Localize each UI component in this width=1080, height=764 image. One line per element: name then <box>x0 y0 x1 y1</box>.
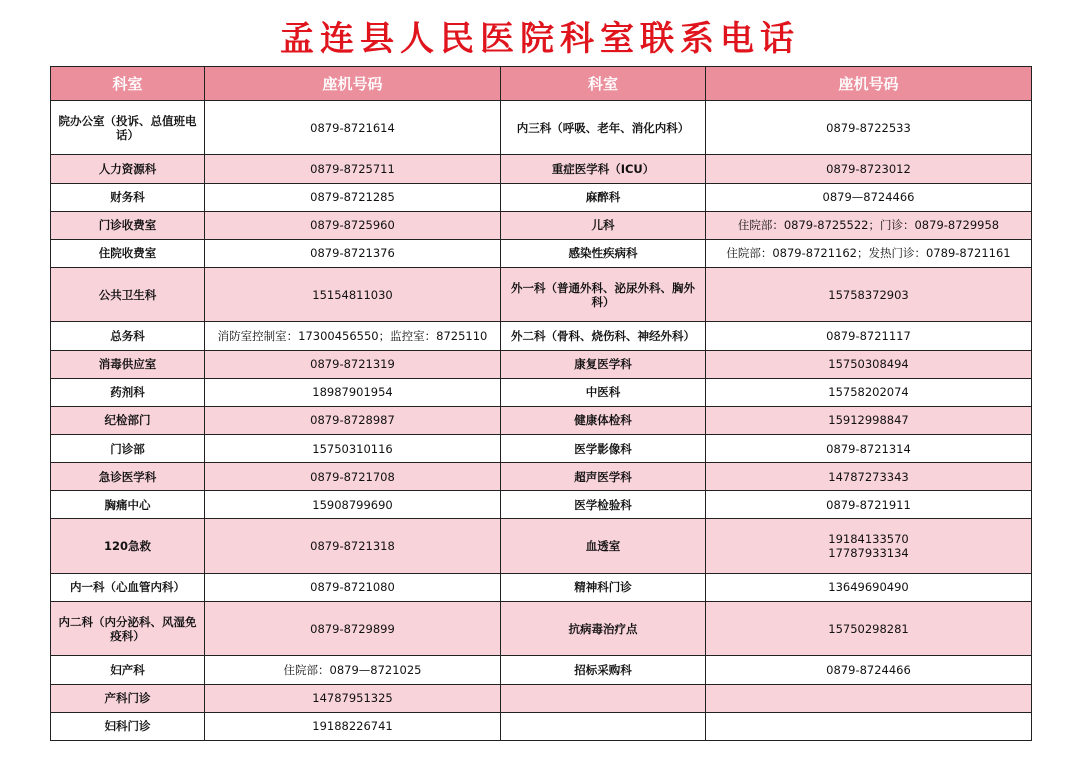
department-cell: 重症医学科（ICU） <box>501 155 706 183</box>
department-cell: 外二科（骨科、烧伤科、神经外科） <box>501 322 706 350</box>
phone-directory-table <box>50 66 1032 741</box>
phone-cell: 0879-8721614 <box>205 101 501 155</box>
phone-cell: 0879-8721314 <box>706 434 1032 462</box>
table-row <box>51 155 1032 183</box>
phone-cell: 0879-8729899 <box>205 601 501 655</box>
department-cell: 120急救 <box>51 519 205 573</box>
phone-cell: 0879-8725711 <box>205 155 501 183</box>
table-row <box>51 519 1032 573</box>
phone-cell: 0879-8724466 <box>706 656 1032 684</box>
phone-cell <box>706 712 1032 740</box>
department-cell: 感染性疾病科 <box>501 239 706 267</box>
phone-cell: 15758372903 <box>706 267 1032 321</box>
phone-cell: 15908799690 <box>205 491 501 519</box>
table-row <box>51 101 1032 155</box>
phone-cell: 15154811030 <box>205 267 501 321</box>
phone-cell: 15750310116 <box>205 434 501 462</box>
phone-cell: 14787273343 <box>706 463 1032 491</box>
department-cell: 康复医学科 <box>501 350 706 378</box>
phone-cell: 住院部：0879—8721025 <box>205 656 501 684</box>
phone-cell: 住院部：0879-8721162；发热门诊：0789-8721161 <box>706 239 1032 267</box>
department-cell: 血透室 <box>501 519 706 573</box>
phone-cell: 0879-8721285 <box>205 183 501 211</box>
department-cell: 中医科 <box>501 378 706 406</box>
table-row <box>51 267 1032 321</box>
department-cell: 药剂科 <box>51 378 205 406</box>
department-cell: 妇产科 <box>51 656 205 684</box>
phone-cell: 0879-8723012 <box>706 155 1032 183</box>
phone-cell: 0879-8721319 <box>205 350 501 378</box>
department-cell: 公共卫生科 <box>51 267 205 321</box>
table-row <box>51 491 1032 519</box>
phone-cell: 0879-8721911 <box>706 491 1032 519</box>
department-cell: 抗病毒治疗点 <box>501 601 706 655</box>
table-row <box>51 573 1032 601</box>
phone-cell: 19184133570 17787933134 <box>706 519 1032 573</box>
phone-cell: 0879-8721376 <box>205 239 501 267</box>
table-row <box>51 601 1032 655</box>
phone-cell: 19188226741 <box>205 712 501 740</box>
table-row <box>51 183 1032 211</box>
table-row <box>51 322 1032 350</box>
department-cell: 产科门诊 <box>51 684 205 712</box>
phone-cell: 住院部：0879-8725522；门诊：0879-8729958 <box>706 211 1032 239</box>
department-cell: 消毒供应室 <box>51 350 205 378</box>
department-cell: 急诊医学科 <box>51 463 205 491</box>
phone-cell: 14787951325 <box>205 684 501 712</box>
phone-cell: 0879-8721318 <box>205 519 501 573</box>
table-row <box>51 684 1032 712</box>
department-cell: 胸痛中心 <box>51 491 205 519</box>
header-phone-2: 座机号码 <box>706 67 1032 101</box>
department-cell: 内二科（内分泌科、风湿免疫科） <box>51 601 205 655</box>
department-cell <box>501 684 706 712</box>
table-row <box>51 656 1032 684</box>
department-cell: 医学影像科 <box>501 434 706 462</box>
phone-cell <box>706 684 1032 712</box>
department-cell: 总务科 <box>51 322 205 350</box>
phone-cell: 0879-8721080 <box>205 573 501 601</box>
department-cell: 精神科门诊 <box>501 573 706 601</box>
phone-cell: 0879—8724466 <box>706 183 1032 211</box>
header-department-1: 科室 <box>51 67 205 101</box>
department-cell: 门诊收费室 <box>51 211 205 239</box>
phone-cell: 15758202074 <box>706 378 1032 406</box>
page-title: 孟连县人民医院科室联系电话 <box>280 19 800 59</box>
department-cell: 财务科 <box>51 183 205 211</box>
department-cell: 超声医学科 <box>501 463 706 491</box>
department-cell: 麻醉科 <box>501 183 706 211</box>
phone-cell: 15750298281 <box>706 601 1032 655</box>
phone-cell: 0879-8721117 <box>706 322 1032 350</box>
table-row <box>51 463 1032 491</box>
department-cell: 住院收费室 <box>51 239 205 267</box>
table-header-row <box>51 67 1032 101</box>
department-cell: 人力资源科 <box>51 155 205 183</box>
table-row <box>51 712 1032 740</box>
phone-cell: 0879-8728987 <box>205 406 501 434</box>
department-cell: 妇科门诊 <box>51 712 205 740</box>
phone-cell: 18987901954 <box>205 378 501 406</box>
phone-cell: 13649690490 <box>706 573 1032 601</box>
department-cell: 门诊部 <box>51 434 205 462</box>
table-row <box>51 406 1032 434</box>
table-body <box>51 101 1032 741</box>
table-row <box>51 239 1032 267</box>
phone-cell: 0879-8721708 <box>205 463 501 491</box>
department-cell <box>501 712 706 740</box>
table-row <box>51 350 1032 378</box>
table-row <box>51 211 1032 239</box>
phone-cell: 0879-8725960 <box>205 211 501 239</box>
department-cell: 纪检部门 <box>51 406 205 434</box>
header-department-2: 科室 <box>501 67 706 101</box>
phone-cell: 消防室控制室：17300456550；监控室：8725110 <box>205 322 501 350</box>
header-phone-1: 座机号码 <box>205 67 501 101</box>
department-cell: 招标采购科 <box>501 656 706 684</box>
department-cell: 外一科（普通外科、泌尿外科、胸外科） <box>501 267 706 321</box>
table-row <box>51 434 1032 462</box>
department-cell: 医学检验科 <box>501 491 706 519</box>
department-cell: 健康体检科 <box>501 406 706 434</box>
table-row <box>51 378 1032 406</box>
department-cell: 院办公室（投诉、总值班电话） <box>51 101 205 155</box>
phone-cell: 0879-8722533 <box>706 101 1032 155</box>
department-cell: 儿科 <box>501 211 706 239</box>
department-cell: 内一科（心血管内科） <box>51 573 205 601</box>
phone-cell: 15750308494 <box>706 350 1032 378</box>
phone-cell: 15912998847 <box>706 406 1032 434</box>
department-cell: 内三科（呼吸、老年、消化内科） <box>501 101 706 155</box>
